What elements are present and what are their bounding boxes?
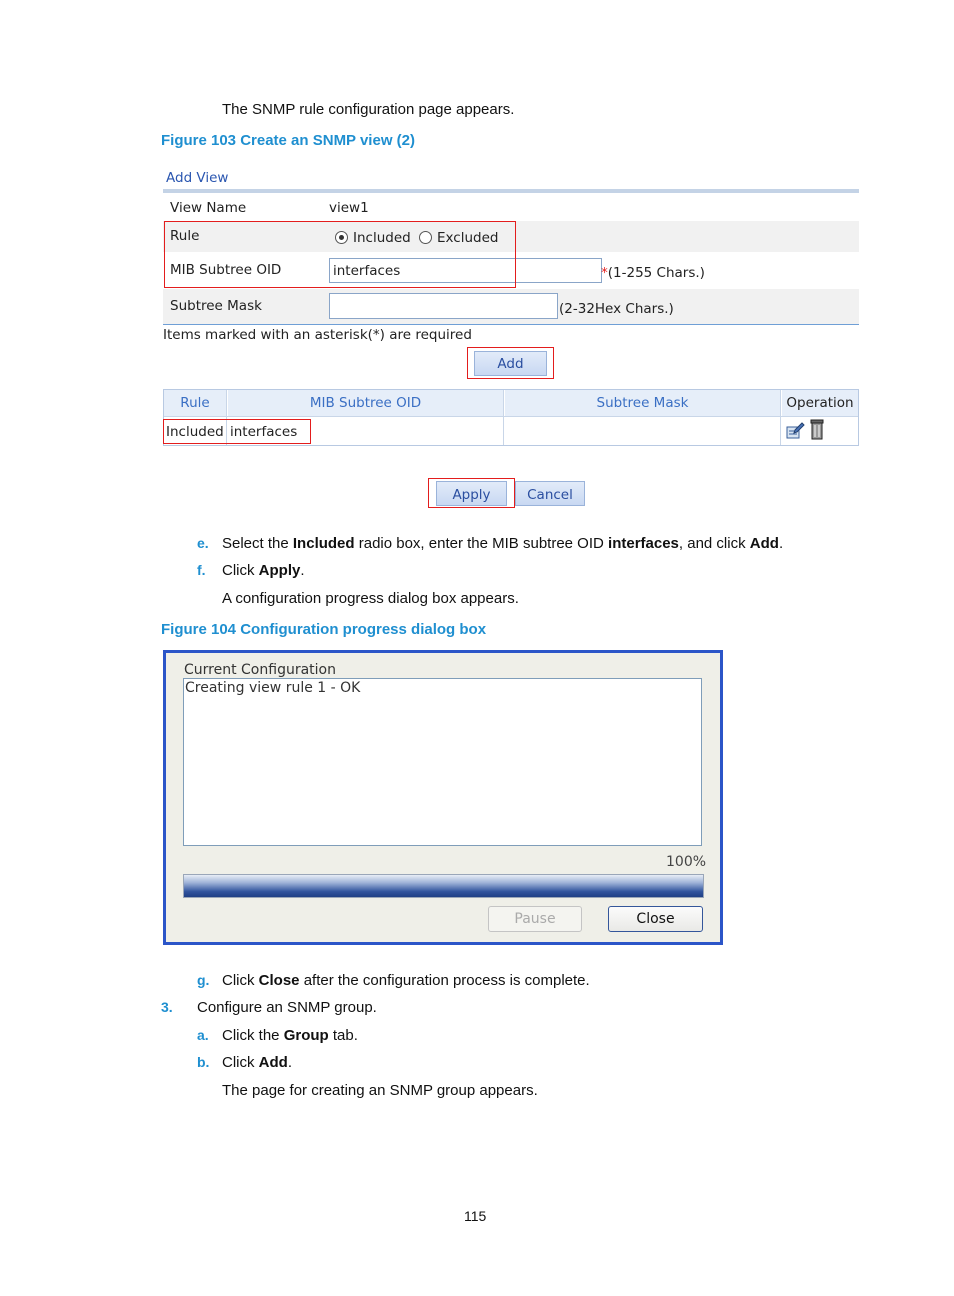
close-button[interactable]: Close (608, 906, 703, 932)
log-text: Creating view rule 1 - OK (185, 680, 361, 696)
add-button[interactable]: Add (474, 351, 547, 376)
step-a-letter: a. (197, 1027, 209, 1043)
text: , and click (678, 535, 750, 552)
step-e-letter: e. (197, 535, 209, 551)
step-3-text: Configure an SNMP group. (197, 999, 377, 1016)
bold-text: Included (292, 535, 355, 552)
step-g-letter: g. (197, 972, 210, 988)
bold-text: Close (258, 972, 300, 989)
step-e (197, 535, 784, 552)
progress-fill (184, 875, 703, 897)
edit-rule-icon[interactable] (786, 421, 805, 440)
bold-text: Add (749, 535, 779, 552)
bold-text: Group (283, 1027, 329, 1044)
text: Click the (222, 1027, 284, 1044)
bold-text: Apply (258, 562, 301, 579)
text: tab. (328, 1027, 358, 1044)
mask-hint: (2-32Hex Chars.) (559, 301, 674, 317)
panel-title-divider (163, 189, 859, 193)
row-rule-cell: Included (166, 424, 224, 440)
mask-label: Subtree Mask (170, 298, 262, 314)
bold-text: interfaces (608, 535, 679, 552)
view-name-value: view1 (329, 200, 369, 216)
figure-103-caption: Figure 103 Create an SNMP view (2) (161, 132, 415, 149)
text: Select the (222, 535, 293, 552)
cancel-button[interactable]: Cancel (515, 481, 585, 506)
row-highlight (163, 419, 311, 444)
step-a (197, 1027, 358, 1044)
oid-label: MIB Subtree OID (170, 262, 282, 278)
current-config-label: Current Configuration (184, 662, 336, 678)
required-asterisk: * (601, 265, 608, 281)
pause-button[interactable]: Pause (488, 906, 582, 932)
required-note: Items marked with an asterisk(*) are required (163, 327, 472, 343)
intro-text: The SNMP rule configuration page appears. (222, 101, 515, 118)
rule-label: Rule (170, 228, 200, 244)
progress-dialog (163, 650, 723, 945)
step-b-result: The page for creating an SNMP group appears. (222, 1082, 538, 1099)
rule-included-label: Included (353, 230, 411, 246)
step-3-number: 3. (161, 999, 173, 1015)
col-header-oid: MIB Subtree OID (228, 390, 503, 416)
step-b-letter: b. (197, 1054, 210, 1070)
text: . (778, 535, 784, 552)
step-f-result: A configuration progress dialog box appears. (222, 590, 519, 607)
bold-text: Add (258, 1054, 288, 1071)
row-divider (164, 416, 858, 417)
text: radio box, enter the MIB subtree OID (354, 535, 609, 552)
text: Click (222, 562, 259, 579)
delete-rule-icon[interactable] (809, 419, 825, 440)
progress-percent: 100% (666, 854, 707, 870)
step-b (197, 1054, 293, 1071)
row-oid-cell: interfaces (230, 424, 298, 440)
apply-button[interactable]: Apply (436, 481, 507, 506)
step-f-letter: f. (197, 562, 206, 578)
text: Click (222, 1054, 259, 1071)
rule-oid-highlight (164, 221, 516, 288)
col-divider (503, 390, 504, 445)
page-number: 115 (464, 1208, 487, 1224)
panel-title: Add View (166, 170, 229, 186)
col-header-operation: Operation (782, 390, 858, 416)
col-divider (780, 390, 781, 445)
col-header-mask: Subtree Mask (505, 390, 780, 416)
oid-input-value: interfaces (333, 263, 401, 279)
step-g (197, 972, 590, 989)
text: Click (222, 972, 259, 989)
progress-bar (183, 874, 704, 898)
mask-input[interactable] (329, 293, 558, 319)
step-3 (161, 999, 377, 1016)
col-header-rule: Rule (164, 390, 226, 416)
text: . (287, 1054, 293, 1071)
oid-hint-text: (1-255 Chars.) (607, 265, 705, 281)
figure-104-caption: Figure 104 Configuration progress dialog box (161, 621, 487, 638)
view-name-label: View Name (170, 200, 247, 216)
step-f (197, 562, 305, 579)
text: . (300, 562, 305, 579)
text: after the configuration process is complete. (299, 972, 590, 989)
form-bottom-line (163, 324, 859, 325)
rule-excluded-label: Excluded (437, 230, 499, 246)
log-textarea[interactable] (183, 678, 702, 846)
oid-hint (601, 265, 705, 281)
